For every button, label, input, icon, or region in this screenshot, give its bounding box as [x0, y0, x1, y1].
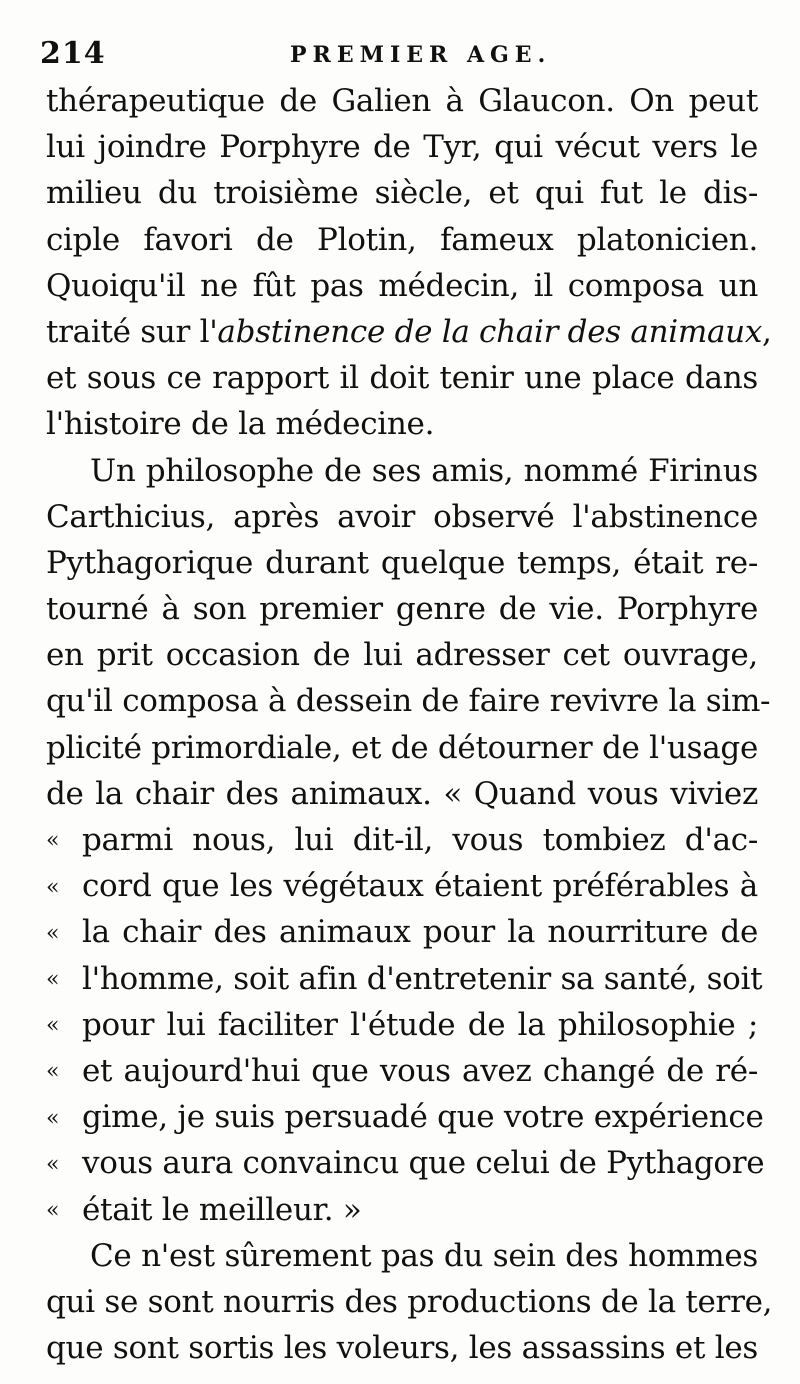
running-title: PREMIER AGE.	[290, 42, 552, 68]
text-line: thérapeutique de Galien à Glaucon. On peut	[46, 83, 758, 119]
text-line	[46, 771, 758, 817]
text-line: Carthicius, après avoir observé l'abstinence	[46, 498, 758, 535]
quote-mark: «	[46, 1151, 60, 1177]
text-line: milieu du troisième siècle, et qui fut le dis-	[46, 175, 758, 212]
quote-mark: «	[46, 920, 60, 946]
text-line: Pythagorique durant quelque temps, était re-	[46, 544, 758, 581]
text-line: qui se sont nourris des productions de la terre,	[46, 1283, 773, 1320]
quoted-text: cord que les végétaux étaient préférables à	[82, 868, 758, 905]
quoted-text: et aujourd'hui que vous avez changé de ré-	[82, 1052, 758, 1089]
text-fragment: ,	[762, 313, 772, 350]
quote-mark: «	[46, 1059, 60, 1085]
text-line: tourné à son premier genre de vie. Porphyre	[46, 591, 758, 628]
quoted-text: pour lui faciliter l'étude de la philosophie ;	[82, 1006, 758, 1043]
quote-mark: «	[46, 1105, 60, 1131]
text-line	[46, 309, 772, 355]
quoted-line	[46, 1094, 764, 1140]
quoted-line	[46, 1002, 758, 1048]
quoted-line	[46, 863, 758, 909]
paragraph-start-line: Un philosophe de ses amis, nommé Firinus	[90, 452, 758, 489]
quote-mark: «	[46, 1197, 60, 1223]
quote-mark: «	[46, 966, 60, 992]
quoted-line	[46, 817, 758, 863]
quote-mark: «	[46, 1013, 60, 1039]
text-line: Quoiqu'il ne fût pas médecin, il composa un	[46, 267, 758, 304]
text-fragment: traité sur l'	[46, 313, 218, 350]
quote-open: « Quand vous viviez	[443, 775, 758, 812]
paragraph-start-line: Ce n'est sûrement pas du sein des hommes	[90, 1237, 758, 1274]
page-number: 214	[40, 36, 106, 71]
text-line: ciple favori de Plotin, fameux platonicien.	[46, 221, 758, 258]
text-line: l'histoire de la médecine.	[46, 406, 435, 443]
text-line: en prit occasion de lui adresser cet ouvrage,	[46, 637, 758, 674]
text-line: qu'il composa à dessein de faire revivre la sim-	[46, 683, 771, 720]
quoted-line	[46, 956, 763, 1002]
running-head	[40, 36, 760, 76]
quoted-text: gime, je suis persuadé que votre expérience	[82, 1099, 764, 1136]
quoted-line	[46, 1048, 758, 1094]
body-text	[46, 78, 773, 1371]
quoted-text: vous aura convaincu que celui de Pythagore	[82, 1145, 765, 1182]
quoted-text: était le meilleur. »	[82, 1191, 362, 1228]
text-line: lui joindre Porphyre de Tyr, qui vécut vers le	[46, 129, 758, 166]
text-fragment: de la chair des animaux.	[46, 775, 432, 812]
quoted-line	[46, 1187, 758, 1233]
quoted-text: parmi nous, lui dit-il, vous tombiez d'ac-	[82, 822, 758, 858]
quote-mark: «	[46, 828, 60, 854]
text-line: plicité primordiale, et de détourner de l'usage	[46, 729, 758, 766]
quoted-line	[46, 1140, 765, 1186]
quoted-text: l'homme, soit afin d'entretenir sa santé, soit	[82, 960, 763, 997]
text-line: et sous ce rapport il doit tenir une place dans	[46, 360, 758, 397]
quoted-line	[46, 909, 758, 955]
text-line: que sont sortis les voleurs, les assassins et les	[46, 1330, 758, 1367]
quoted-text: la chair des animaux pour la nourriture de	[82, 914, 758, 951]
quote-mark: «	[46, 874, 60, 900]
book-title-italic: abstinence de la chair des animaux	[217, 313, 762, 350]
